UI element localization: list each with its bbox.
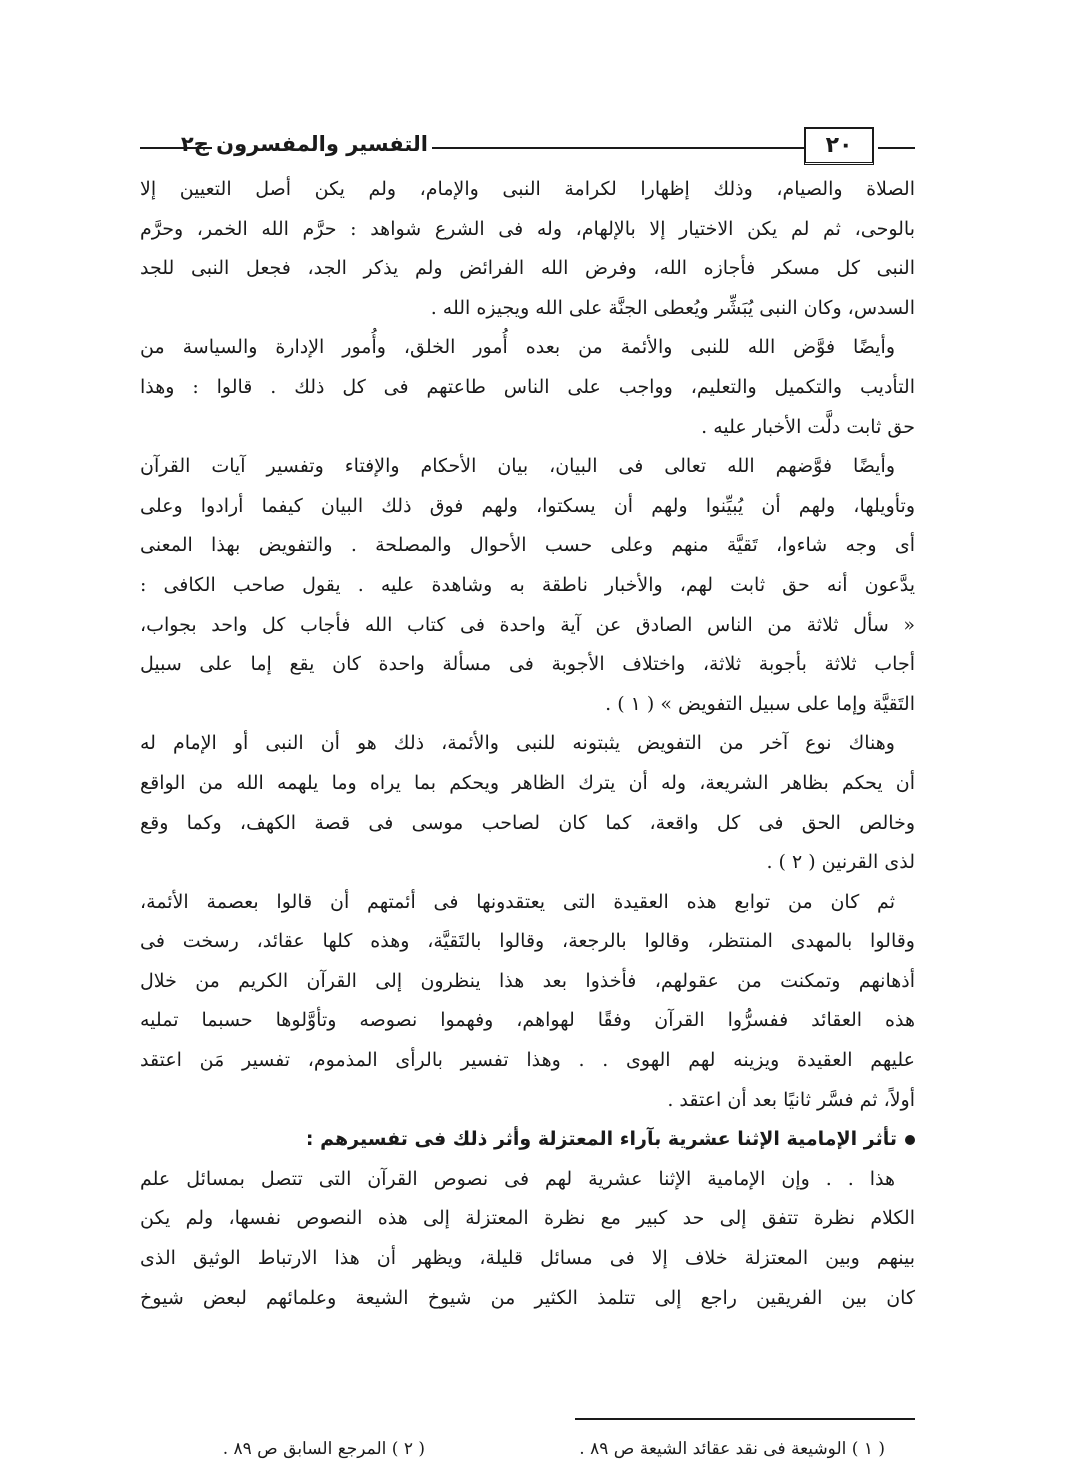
text-line: حق ثابت دلَّت الأخبار عليه . [701, 415, 915, 438]
text-line: عليهم العقيدة ويزينه لهم الهوى . . وهذا تفسير بالرأى المذموم، تفسير مَن اعتقد [140, 1049, 915, 1072]
running-title: التفسير والمفسرون ج٢ [180, 132, 428, 156]
text-line: أجاب ثلاثة بأجوبة ثلاثة، واختلاف الأجوبة فى مسألة واحدة كان يقع إما على سبيل [140, 653, 915, 676]
text-line: وأيضًا فوَّض الله للنبى والأئمة من بعده أُمور الخلق، وأُمور الإدارة والسياسة من [140, 336, 895, 359]
text-line: هذه العقائد ففسرُّوا القرآن وفقًا لهواهم، وفهموا نصوصه وتأوَّلوها حسبما تمليه [140, 1009, 915, 1032]
text-line: أن يحكم بظاهر الشريعة، وله أن يترك الظاهر ويحكم بما يراه وما يلهمه الله من الواقع [140, 771, 915, 794]
section-heading-text: تأثر الإمامية الإثنا عشرية بآراء المعتزلة وأثر ذلك فى تفسيرهم : [305, 1128, 897, 1151]
text-line: بينهم وبين المعتزلة خلاف إلا فى مسائل قليلة، ويظهر أن هذا الارتباط الوثيق الذى [140, 1247, 915, 1270]
text-line: أولاً، ثم فسَّر ثانيًا بعد أن اعتقد . [667, 1088, 915, 1111]
text-line: الصلاة والصيام، وذلك إظهارا لكرامة النبى والإمام، ولم يكن أصل التعيين إلا [140, 178, 915, 200]
text-line: وخالص الحق فى كل واقعة، كما كان لصاحب موسى فى قصة الكهف، وكما وقع [140, 811, 915, 834]
text-line: كان بين الفريقين راجع إلى تتلمذ الكثير من شيوخ الشيعة وعلمائهم لبعض شيوخ [140, 1286, 915, 1309]
footnotes [140, 1434, 915, 1468]
text-line: التأديب والتكميل والتعليم، وواجب على الناس طاعتهم فى كل ذلك . قالوا : وهذا [140, 375, 915, 398]
text-line: هذا . . وإن الإمامية الإثنا عشرية لهم فى نصوص القرآن التى تتصل بمسائل علم [140, 1167, 895, 1190]
footnote-1: ( ١ ) الوشيعة فى نقد عقائد الشيعة ص ٨٩ . [579, 1439, 885, 1459]
text-line: التَقيَّة وإما على سبيل التفويض » ( ١ ) . [605, 692, 915, 715]
footnote-separator [575, 1418, 915, 1420]
text-line: يدَّعون أنه حق ثابت لهم، والأخبار ناطقة به وشاهدة عليه . يقول صاحب الكافى : [140, 573, 915, 596]
text-line: وأيضًا فوَّضهم الله تعالى فى البيان، بيان الأحكام والإفتاء وتفسير آيات القرآن [140, 455, 895, 478]
text-line: أى وجه شاءوا، تَقيَّة منهم وعلى حسب الأحوال والمصلحة . والتفويض بهذا المعنى [140, 534, 915, 557]
text-line: وهناك نوع آخر من التفويض يثبتونه للنبى والأئمة، ذلك هو أن النبى أو الإمام له [140, 732, 895, 755]
text-line: السدس، وكان النبى يُبَشِّر ويُعطى الجنَّة على الله ويجيزه الله . [430, 296, 915, 319]
text-line: النبى كل مسكر فأجازه الله، وفرض الله الفرائض ولم يذكر الجد، فجعل النبى للجد [140, 257, 915, 280]
header-rule-right [878, 147, 915, 149]
header-rule-middle [432, 147, 804, 149]
page-number: ٢٠ [804, 127, 874, 165]
footnote-2: ( ٢ ) المرجع السابق ص ٨٩ . [222, 1439, 425, 1459]
text-line: وتأويلها، ولهم أن يُبيِّنوا ولهم أن يسكتوا، ولهم فوق ذلك البيان كيفما أرادوا وعلى [140, 494, 915, 517]
text-line: ثم كان من توابع هذه العقيدة التى يعتقدونها فى أئمتهم أن قالوا بعصمة الأئمة، [140, 890, 895, 913]
bullet-icon [905, 1135, 915, 1145]
page-header [140, 126, 915, 170]
text-line: الكلام نظرة تتفق إلى حد كبير مع نظرة المعتزلة إلى هذه النصوص نفسها، ولم يكن [140, 1207, 915, 1230]
text-line: أذهانهم وتمكنت من عقولهم، فأخذوا بعد هذا ينظرون إلى القرآن الكريم من خلال [140, 969, 915, 992]
text-line: بالوحى، ثم لم يكن الاختيار إلا بالإلهام، وله فى الشرع شواهد : حرَّم الله الخمر، وحرَّم [140, 217, 915, 240]
text-line: « سأل ثلاثة من الناس الصادق عن آية واحدة فى كتاب الله فأجاب كل واحد بجواب، [140, 613, 915, 636]
body-text [140, 170, 915, 1318]
section-heading [140, 1120, 915, 1160]
text-line: لذى القرنين ( ٢ ) . [766, 851, 915, 874]
text-line: وقالوا بالمهدى المنتظر، وقالوا بالرجعة، وقالوا بالتَقيَّة، وهذه كلها عقائد، رسخت فى [140, 930, 915, 953]
